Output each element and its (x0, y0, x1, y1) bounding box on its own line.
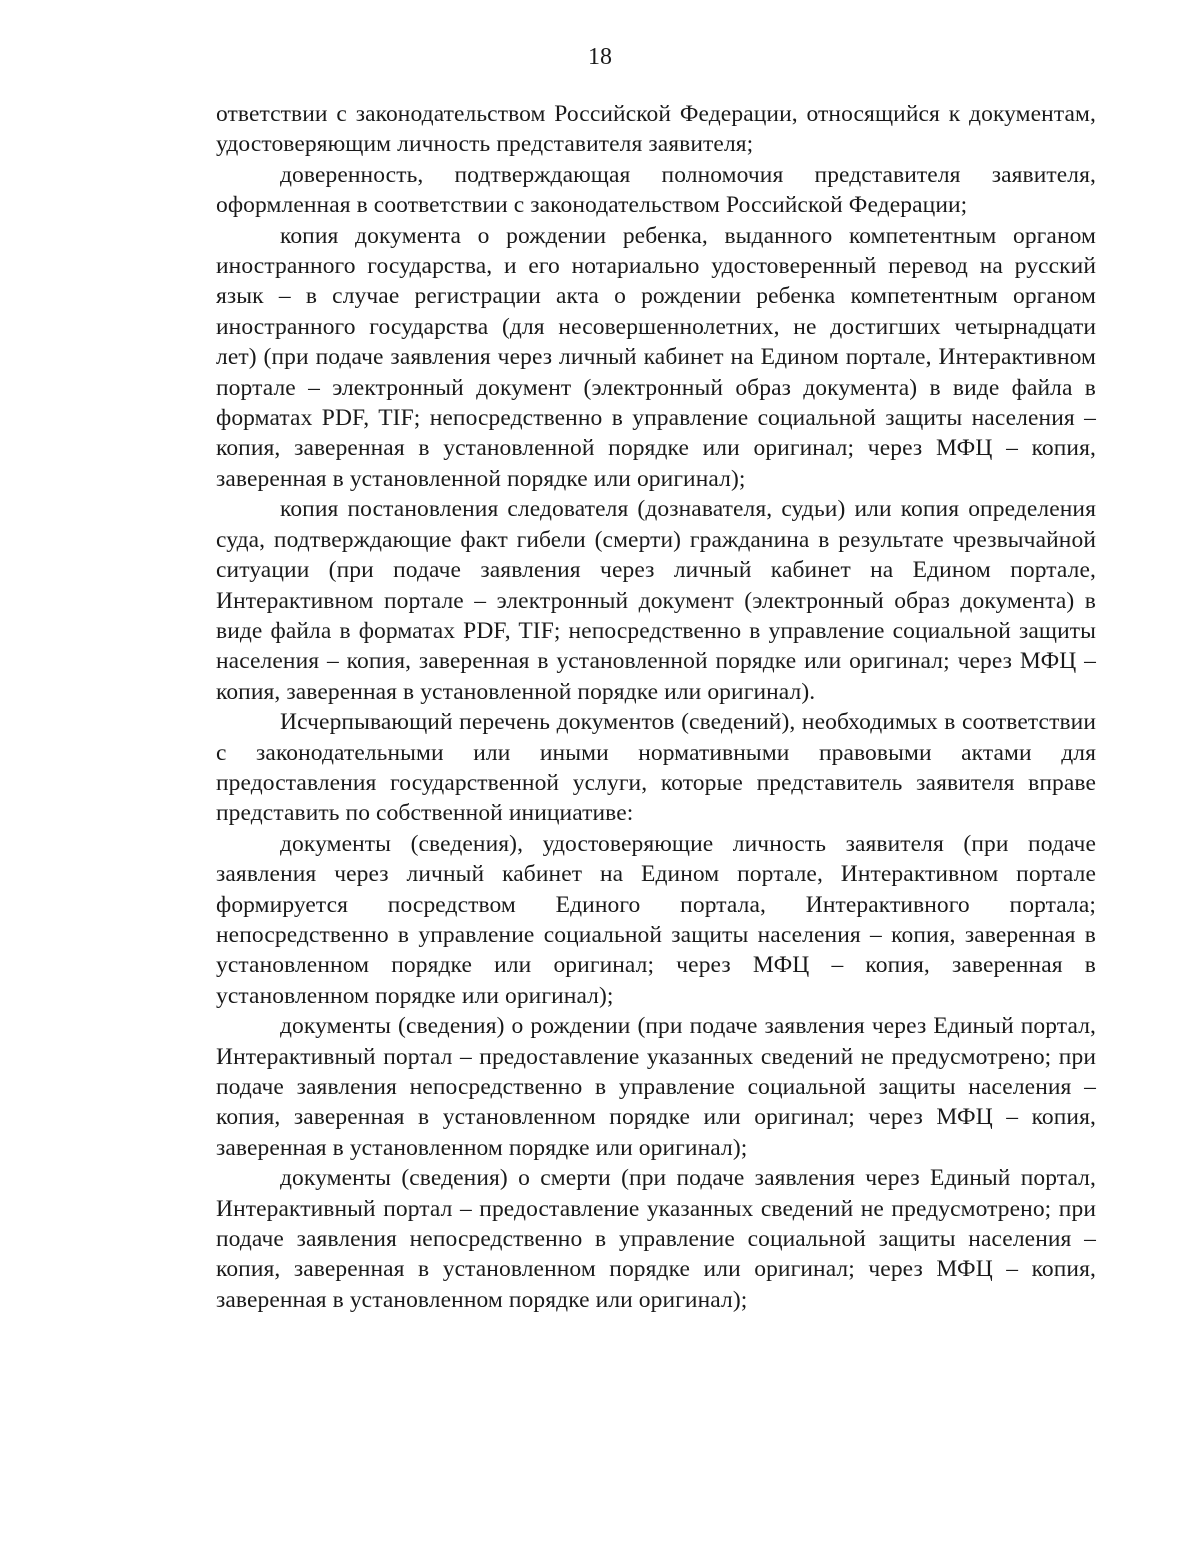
document-body (216, 99, 1096, 1315)
paragraph-birth-documents: документы (сведения) о рождении (при подаче заявления через Единый портал, Интерактивный портал – предоставление указанных сведений не предусмотрено; при подаче заявления непосредственно в управление социальной защиты населения – копия, заверенная в установленном порядке или оригинал; через МФЦ – копия, заверенная в установленном порядке или оригинал); (216, 1013, 1096, 1161)
paragraph-birth-document-copy: копия документа о рождении ребенка, выданного компетентным органом иностранного государства, и его нотариально удостоверенный перевод на русский язык – в случае регистрации акта о рождении ребенка компетентным органом иностранного государства (для несовершеннолетних, не достигших четырнадцати лет) (при подаче заявления через личный кабинет на Едином портале, Интерактивном портале – электронный документ (электронный образ документа) в виде файла в форматах PDF, TIF; непосредственно в управление социальной защиты населения – копия, заверенная в установленной порядке или оригинал; через МФЦ – копия, заверенная в установленной порядке или оригинал); (216, 222, 1096, 492)
paragraph-power-of-attorney: доверенность, подтверждающая полномочия представителя заявителя, оформленная в соответствии с законодательством Российской Федерации; (216, 161, 1096, 219)
paragraph-continuation: ответствии с законодательством Российской Федерации, относящийся к документам, удостоверяющим личность представителя заявителя; (216, 101, 1096, 158)
paragraph-investigator-resolution: копия постановления следователя (дознавателя, судьи) или копия определения суда, подтверждающие факт гибели (смерти) гражданина в результате чрезвычайной ситуации (при подаче заявления через личный кабинет на Едином портале, Интерактивном портале – электронный документ (электронный образ документа) в виде файла в форматах PDF, TIF; непосредственно в управление социальной защиты населения – копия, заверенная в установленной порядке или оригинал; через МФЦ – копия, заверенная в установленной порядке или оригинал). (216, 496, 1096, 705)
page-number: 18 (588, 44, 612, 70)
paragraph-identity-documents: документы (сведения), удостоверяющие личность заявителя (при подаче заявления через личный кабинет на Едином портале, Интерактивном портале формируется посредством Единого портала, Интерактивного портала; непосредственно в управление социальной защиты населения – копия, заверенная в установленном порядке или оригинал; через МФЦ – копия, заверенная в установленном порядке или оригинал); (216, 830, 1096, 1009)
paragraph-death-documents: документы (сведения) о смерти (при подаче заявления через Единый портал, Интерактивный портал – предоставление указанных сведений не предусмотрено; при подаче заявления непосредственно в управление социальной защиты населения – копия, заверенная в установленном порядке или оригинал; через МФЦ – копия, заверенная в установленном порядке или оригинал); (216, 1165, 1096, 1313)
paragraph-exhaustive-list: Исчерпывающий перечень документов (сведений), необходимых в соответствии с законодательными или иными нормативными правовыми актами для предоставления государственной услуги, которые представитель заявителя вправе представить по собственной инициативе: (216, 709, 1096, 827)
